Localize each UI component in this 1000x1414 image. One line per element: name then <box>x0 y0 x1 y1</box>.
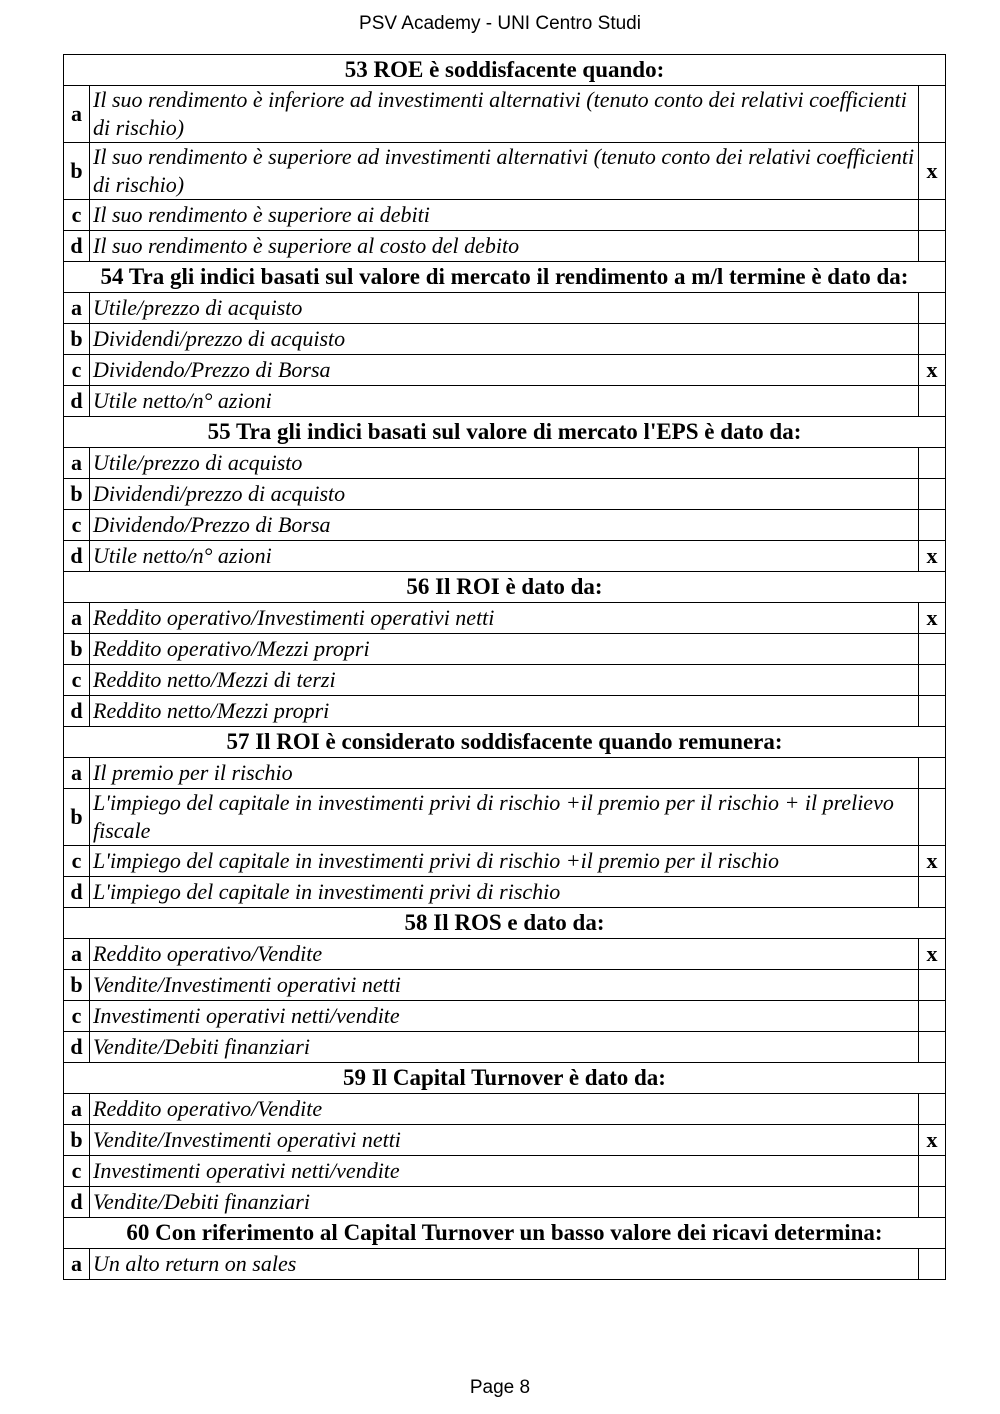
answer-row <box>64 789 946 846</box>
answer-text: Il suo rendimento è superiore ai debiti <box>90 200 919 231</box>
page-footer: Page 8 <box>469 1377 531 1398</box>
answer-row <box>64 696 946 727</box>
answer-letter: a <box>64 86 90 143</box>
answer-mark <box>919 86 946 143</box>
answer-text: Reddito netto/Mezzi propri <box>90 696 919 727</box>
answer-row <box>64 758 946 789</box>
question-row <box>64 262 946 293</box>
question-row <box>64 55 946 86</box>
answer-mark <box>919 970 946 1001</box>
question-row <box>64 908 946 939</box>
answer-row <box>64 1249 946 1280</box>
answer-row <box>64 386 946 417</box>
answer-mark <box>919 293 946 324</box>
answer-text: Dividendi/prezzo di acquisto <box>90 479 919 510</box>
answer-mark: x <box>919 846 946 877</box>
answer-row <box>64 479 946 510</box>
answer-row <box>64 143 946 200</box>
answer-mark: x <box>919 355 946 386</box>
answer-letter: c <box>64 846 90 877</box>
answer-letter: a <box>64 758 90 789</box>
answer-row <box>64 939 946 970</box>
quiz-table <box>63 54 946 1280</box>
answer-row <box>64 324 946 355</box>
answer-row <box>64 603 946 634</box>
answer-letter: d <box>64 231 90 262</box>
answer-row <box>64 293 946 324</box>
quiz-body <box>64 55 946 1280</box>
answer-mark <box>919 1094 946 1125</box>
answer-mark <box>919 479 946 510</box>
answer-letter: a <box>64 293 90 324</box>
answer-text: Il suo rendimento è inferiore ad investimenti alternativi (tenuto conto dei relativi coefficienti di rischio) <box>90 86 919 143</box>
answer-mark <box>919 1032 946 1063</box>
answer-mark <box>919 510 946 541</box>
question-title: 57 Il ROI è considerato soddisfacente quando remunera: <box>64 727 946 758</box>
answer-letter: b <box>64 970 90 1001</box>
answer-text: Investimenti operativi netti/vendite <box>90 1001 919 1032</box>
answer-letter: d <box>64 386 90 417</box>
answer-letter: b <box>64 324 90 355</box>
answer-text: Reddito operativo/Investimenti operativi netti <box>90 603 919 634</box>
question-row <box>64 1218 946 1249</box>
answer-row <box>64 200 946 231</box>
answer-letter: a <box>64 1094 90 1125</box>
answer-mark <box>919 665 946 696</box>
answer-letter: d <box>64 1187 90 1218</box>
answer-text: Vendite/Investimenti operativi netti <box>90 1125 919 1156</box>
question-title: 54 Tra gli indici basati sul valore di mercato il rendimento a m/l termine è dato da: <box>64 262 946 293</box>
answer-letter: d <box>64 877 90 908</box>
answer-text: Vendite/Debiti finanziari <box>90 1032 919 1063</box>
answer-letter: b <box>64 634 90 665</box>
question-title: 55 Tra gli indici basati sul valore di mercato l'EPS è dato da: <box>64 417 946 448</box>
answer-text: Utile netto/n° azioni <box>90 541 919 572</box>
question-title: 60 Con riferimento al Capital Turnover un basso valore dei ricavi determina: <box>64 1218 946 1249</box>
answer-row <box>64 634 946 665</box>
answer-row <box>64 1032 946 1063</box>
answer-text: Utile/prezzo di acquisto <box>90 448 919 479</box>
answer-row <box>64 970 946 1001</box>
answer-text: L'impiego del capitale in investimenti privi di rischio <box>90 877 919 908</box>
answer-row <box>64 1187 946 1218</box>
answer-letter: c <box>64 665 90 696</box>
answer-text: Utile/prezzo di acquisto <box>90 293 919 324</box>
answer-letter: c <box>64 510 90 541</box>
answer-text: Utile netto/n° azioni <box>90 386 919 417</box>
answer-mark: x <box>919 603 946 634</box>
answer-letter: a <box>64 603 90 634</box>
answer-text: Reddito operativo/Vendite <box>90 1094 919 1125</box>
answer-row <box>64 846 946 877</box>
answer-text: Reddito operativo/Vendite <box>90 939 919 970</box>
answer-text: Il suo rendimento è superiore al costo del debito <box>90 231 919 262</box>
answer-mark: x <box>919 1125 946 1156</box>
answer-letter: b <box>64 789 90 846</box>
question-row <box>64 727 946 758</box>
answer-text: Vendite/Debiti finanziari <box>90 1187 919 1218</box>
answer-letter: b <box>64 479 90 510</box>
answer-letter: c <box>64 1001 90 1032</box>
answer-mark <box>919 877 946 908</box>
answer-text: Reddito netto/Mezzi di terzi <box>90 665 919 696</box>
answer-mark <box>919 1001 946 1032</box>
question-row <box>64 572 946 603</box>
answer-text: L'impiego del capitale in investimenti privi di rischio +il premio per il rischio <box>90 846 919 877</box>
answer-text: L'impiego del capitale in investimenti privi di rischio +il premio per il rischio + il prelievo fiscale <box>90 789 919 846</box>
answer-row <box>64 86 946 143</box>
answer-letter: c <box>64 200 90 231</box>
answer-mark <box>919 789 946 846</box>
answer-row <box>64 1001 946 1032</box>
answer-letter: b <box>64 143 90 200</box>
answer-letter: d <box>64 1032 90 1063</box>
answer-letter: a <box>64 939 90 970</box>
answer-mark: x <box>919 939 946 970</box>
answer-mark <box>919 758 946 789</box>
answer-mark: x <box>919 541 946 572</box>
answer-letter: a <box>64 1249 90 1280</box>
answer-mark: x <box>919 143 946 200</box>
answer-letter: c <box>64 1156 90 1187</box>
answer-mark <box>919 1187 946 1218</box>
question-title: 53 ROE è soddisfacente quando: <box>64 55 946 86</box>
answer-letter: b <box>64 1125 90 1156</box>
answer-mark <box>919 448 946 479</box>
answer-row <box>64 665 946 696</box>
answer-mark <box>919 324 946 355</box>
question-title: 59 Il Capital Turnover è dato da: <box>64 1063 946 1094</box>
answer-mark <box>919 1249 946 1280</box>
answer-text: Il premio per il rischio <box>90 758 919 789</box>
answer-text: Un alto return on sales <box>90 1249 919 1280</box>
answer-mark <box>919 696 946 727</box>
answer-mark <box>919 200 946 231</box>
answer-row <box>64 510 946 541</box>
answer-row <box>64 541 946 572</box>
page-header: PSV Academy - UNI Centro Studi <box>359 13 641 34</box>
answer-letter: d <box>64 696 90 727</box>
answer-text: Vendite/Investimenti operativi netti <box>90 970 919 1001</box>
answer-mark <box>919 634 946 665</box>
answer-letter: c <box>64 355 90 386</box>
answer-text: Dividendi/prezzo di acquisto <box>90 324 919 355</box>
answer-row <box>64 1125 946 1156</box>
answer-row <box>64 231 946 262</box>
answer-text: Reddito operativo/Mezzi propri <box>90 634 919 665</box>
question-title: 58 Il ROS e dato da: <box>64 908 946 939</box>
question-row <box>64 1063 946 1094</box>
question-row <box>64 417 946 448</box>
answer-row <box>64 877 946 908</box>
answer-text: Il suo rendimento è superiore ad investimenti alternativi (tenuto conto dei relativi coefficienti di rischio) <box>90 143 919 200</box>
answer-letter: a <box>64 448 90 479</box>
answer-row <box>64 1156 946 1187</box>
answer-text: Investimenti operativi netti/vendite <box>90 1156 919 1187</box>
answer-row <box>64 1094 946 1125</box>
question-title: 56 Il ROI è dato da: <box>64 572 946 603</box>
answer-row <box>64 448 946 479</box>
answer-row <box>64 355 946 386</box>
answer-mark <box>919 386 946 417</box>
answer-mark <box>919 1156 946 1187</box>
answer-text: Dividendo/Prezzo di Borsa <box>90 510 919 541</box>
answer-mark <box>919 231 946 262</box>
answer-letter: d <box>64 541 90 572</box>
answer-text: Dividendo/Prezzo di Borsa <box>90 355 919 386</box>
